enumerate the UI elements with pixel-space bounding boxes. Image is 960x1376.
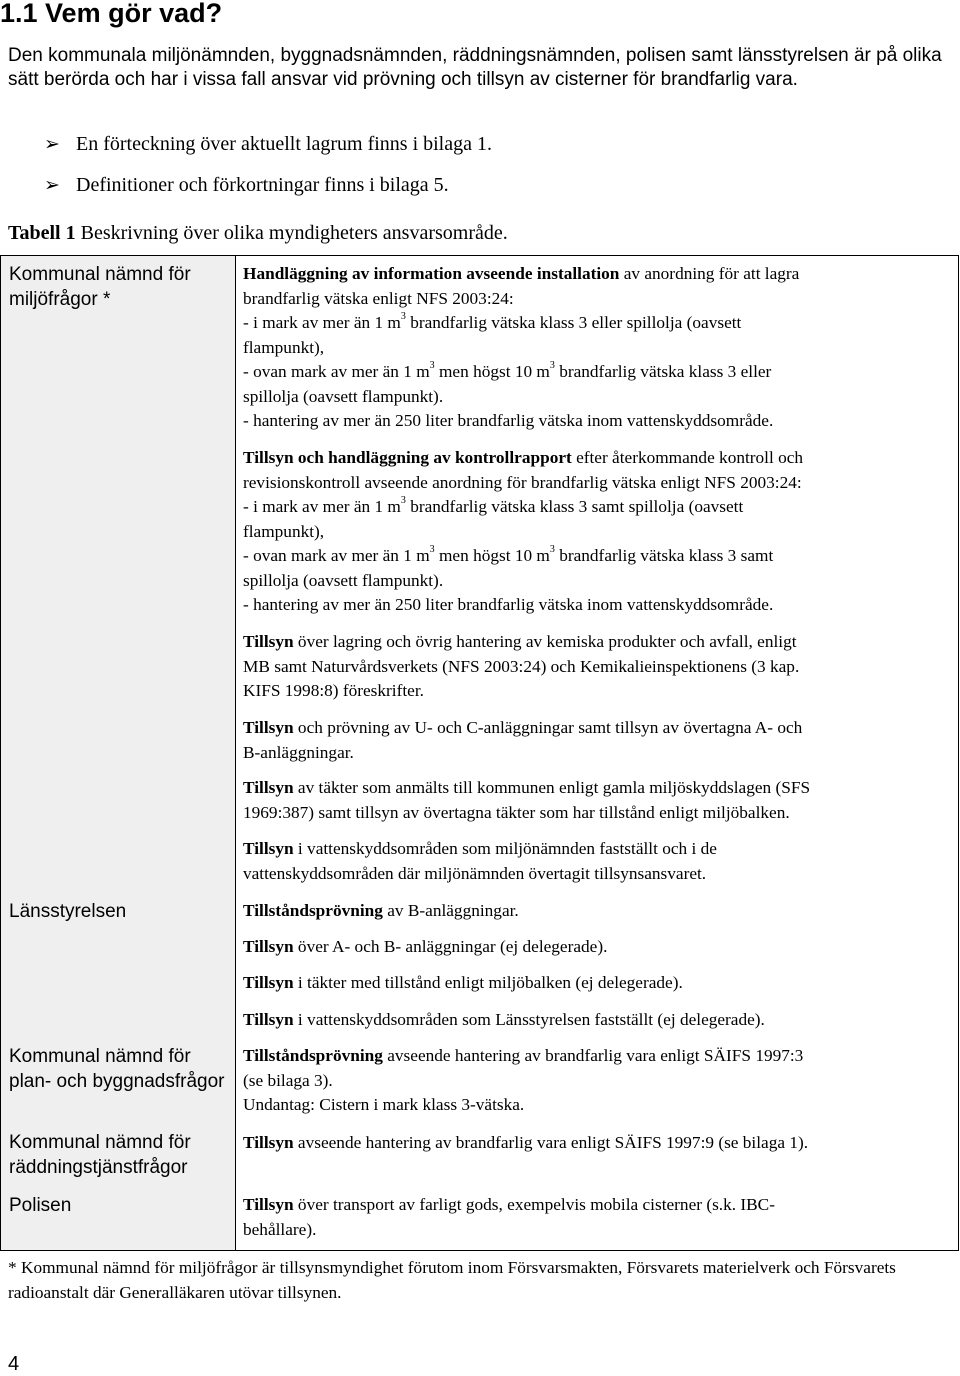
- arrow-bullet-icon: ➢: [44, 133, 60, 155]
- authority-miljo: Kommunal nämnd för miljöfrågor *: [9, 264, 191, 310]
- bullet-text: Definitioner och förkortningar finns i bilaga 5.: [76, 174, 449, 196]
- entry-lan-takter: Tillsyn i täkter med tillstånd enligt miljöbalken (ej delegerade).: [243, 973, 683, 992]
- entry-plan-tillstand: Tillståndsprövning avseende hantering av brandfarlig vara enligt SÄIFS 1997:3 (se bilaga 3). Undantag: Cistern i mark klass 3-vätska.: [243, 1046, 804, 1114]
- table-footnote: * Kommunal nämnd för miljöfrågor är tillsynsmyndighet förutom inom Försvarsmakten, Försvarets materielverk och Försvarets radioanstalt där Generalläkaren utövar tillsynen.: [8, 1258, 896, 1302]
- responsibility-table: [0, 255, 959, 1251]
- entry-miljo-kemiska: Tillsyn över lagring och övrig hantering av kemiska produkter och avfall, enligt MB samt Naturvårdsverkets (NFS 2003:24) och Kemikalieinspektionens (3 kap. KIFS 1998:8) föreskrifter.: [243, 632, 800, 700]
- authority-column: [0, 256, 236, 1250]
- arrow-bullet-icon: ➢: [44, 174, 60, 196]
- authority-plan-bygg: Kommunal nämnd för plan- och byggnadsfrågor: [9, 1046, 225, 1092]
- bullet-item: [44, 174, 449, 197]
- authority-raddning: Kommunal nämnd för räddningstjänstfrågor: [9, 1132, 191, 1178]
- entry-miljo-handlaggning: Handläggning av information avseende installation av anordning för att lagra brandfarlig vätska enligt NFS 2003:24: - i mark av mer än 1 $m^3$ brandfarlig vätska klass 3 eller spillolja (oavsett flampunkt), - ovan mark av mer än 1 $m^3$ men högst 10 $m^3$ brandfarlig vätska klass 3 eller spillolja (oavsett flampunkt). - hantering av mer än 250 liter brandfarlig vätska inom vattenskyddsområde.: [243, 264, 800, 430]
- entry-lan-anlaggningar: Tillsyn över A- och B- anläggningar (ej delegerade).: [243, 937, 608, 956]
- entry-lan-vattenskydd: Tillsyn i vattenskyddsområden som Länsstyrelsen fastställt (ej delegerade).: [243, 1010, 765, 1029]
- authority-lansstyrelsen: Länsstyrelsen: [9, 901, 127, 922]
- intro-paragraph: Den kommunala miljönämnden, byggnadsnämnden, räddningsnämnden, polisen samt länsstyrelsen är på olika sätt berörda och har i vissa fall ansvar vid prövning och tillsyn av cisterner för brandfarlig vara.: [8, 45, 942, 90]
- entry-miljo-vattenskydd: Tillsyn i vattenskyddsområden som miljönämnden fastställt och i de vattenskyddsområden där miljönämnden övertagit tillsynsansvaret.: [243, 839, 717, 883]
- bullet-item: [44, 133, 492, 156]
- table-caption: [8, 222, 508, 245]
- bullet-text: En förteckning över aktuellt lagrum finns i bilaga 1.: [76, 133, 492, 155]
- entry-miljo-takter: Tillsyn av täkter som anmälts till kommunen enligt gamla miljöskyddslagen (SFS 1969:387) samt tillsyn av övertagna täkter som har tillstånd enligt miljöbalken.: [243, 778, 811, 822]
- entry-miljo-anlaggningar: Tillsyn och prövning av U- och C-anläggningar samt tillsyn av övertagna A- och B-anläggningar.: [243, 718, 803, 762]
- entry-raddning-tillsyn: Tillsyn avseende hantering av brandfarlig vara enligt SÄIFS 1997:9 (se bilaga 1).: [243, 1133, 809, 1152]
- responsibility-column: [236, 256, 959, 1250]
- entry-lan-tillstand: Tillståndsprövning av B-anläggningar.: [243, 901, 519, 920]
- page-number: 4: [8, 1353, 20, 1375]
- table-caption-text: Beskrivning över olika myndigheters ansvarsområde.: [80, 222, 508, 244]
- authority-polisen: Polisen: [9, 1195, 72, 1216]
- section-heading: 1.1 Vem gör vad?: [0, 0, 223, 28]
- entry-polisen-tillsyn: Tillsyn över transport av farligt gods, exempelvis mobila cisterner (s.k. IBC- behållare).: [243, 1195, 775, 1239]
- table-caption-label: Tabell 1: [8, 222, 76, 244]
- entry-miljo-kontrollrapport: Tillsyn och handläggning av kontrollrapport efter återkommande kontroll och revisionskontroll avseende anordning för brandfarlig vätska enligt NFS 2003:24: - i mark av mer än 1 $m^3$ brandfarlig vätska klass 3 samt spillolja (oavsett flampunkt), - ovan mark av mer än 1 $m^3$ men högst 10 $m^3$ brandfarlig vätska klass 3 samt spillolja (oavsett flampunkt). - hantering av mer än 250 liter brandfarlig vätska inom vattenskyddsområde.: [243, 448, 804, 614]
